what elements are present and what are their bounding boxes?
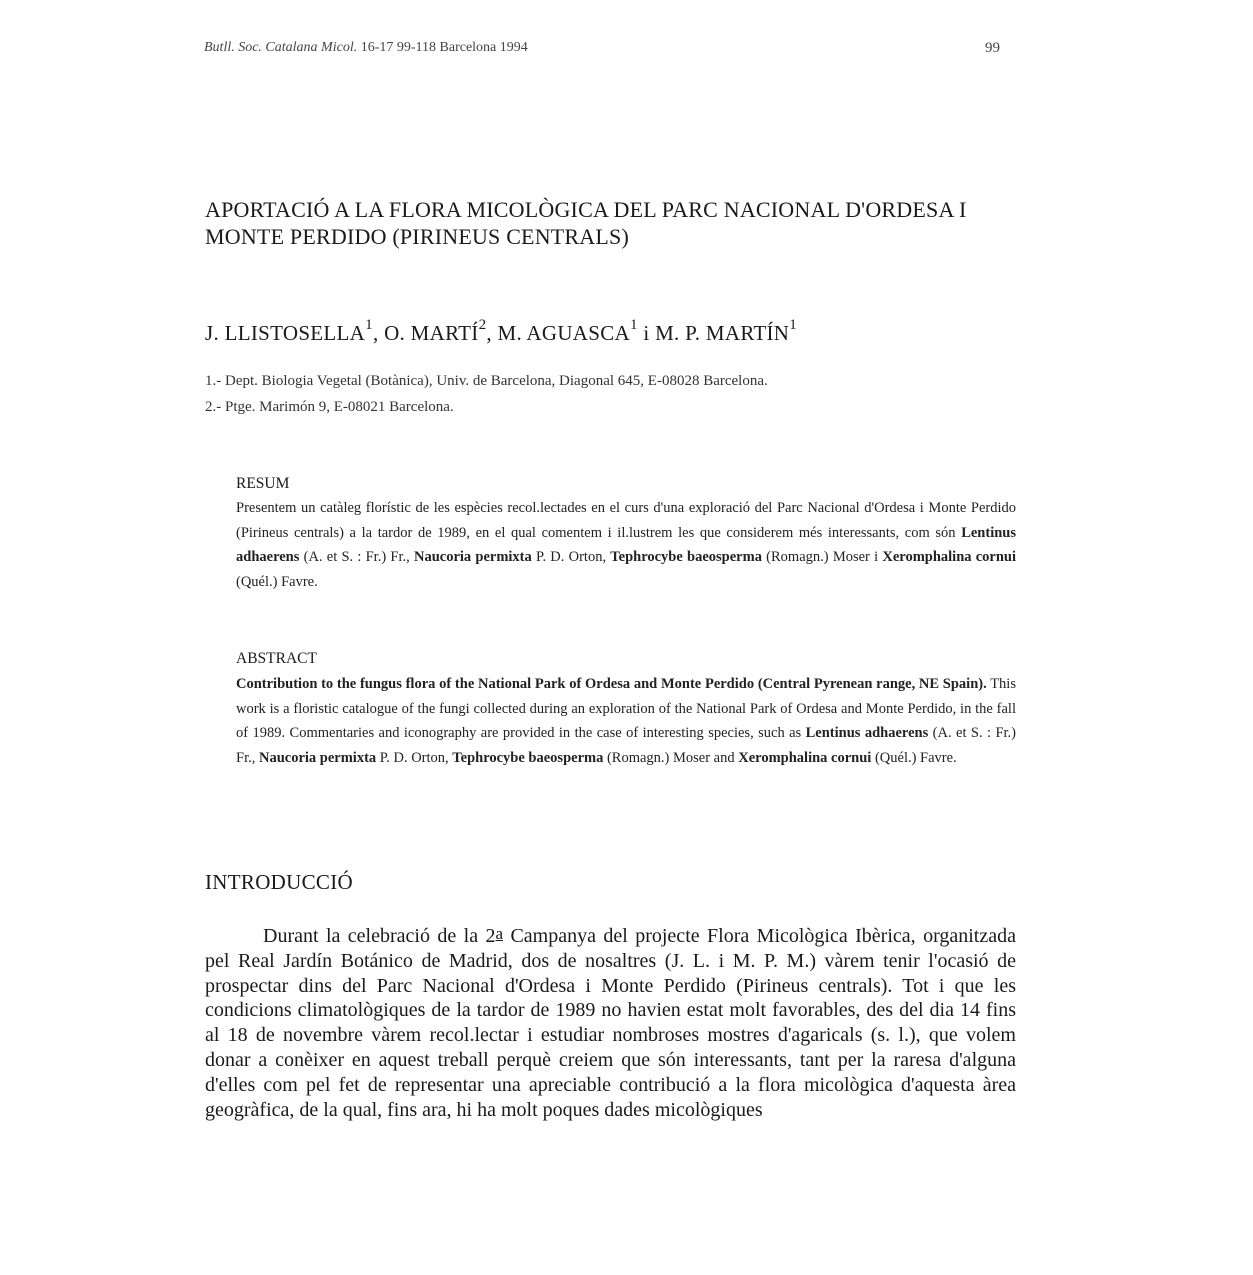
author-separator: , xyxy=(486,321,498,345)
abstract-text-run: P. D. Orton, xyxy=(376,749,453,766)
species-name: Naucoria permixta xyxy=(258,749,377,766)
species-name: Naucoria permixta xyxy=(413,549,532,565)
running-header xyxy=(204,40,528,56)
resum-heading: RESUM xyxy=(236,475,290,492)
page-number: 99 xyxy=(985,40,1000,56)
affiliation-2: 2.- Ptge. Marimón 9, E-08021 Barcelona. xyxy=(205,399,454,415)
resum-paragraph xyxy=(236,496,1016,594)
abstract-text-run: (Romagn.) Moser and xyxy=(603,749,739,766)
resum-text-run: (A. et S. : Fr.) Fr., xyxy=(299,549,414,565)
author-conjunction: i xyxy=(637,321,656,345)
resum-text-run: (Romagn.) Moser i xyxy=(761,549,883,565)
introduction-heading: INTRODUCCIÓ xyxy=(205,870,353,894)
affiliation-1: 1.- Dept. Biologia Vegetal (Botànica), Univ. de Barcelona, Diagonal 645, E-08028 Barcelona. xyxy=(205,373,768,389)
abstract-text-run: (A. et S. : Fr.) Fr., xyxy=(236,725,1017,766)
author-separator: , xyxy=(372,321,385,345)
author-name: M. P. MARTÍN xyxy=(655,321,790,345)
journal-issue-info: 16-17 99-118 Barcelona 1994 xyxy=(360,40,528,55)
species-name: Tephrocybe baeosperma xyxy=(452,749,604,766)
abstract-heading: ABSTRACT xyxy=(236,650,317,667)
ordinal-indicator: a xyxy=(495,924,504,943)
journal-name: Butll. Soc. Catalana Micol. xyxy=(204,40,358,55)
intro-text-run: Durant la celebració de la 2 xyxy=(263,925,496,947)
affiliation-marker: 2 xyxy=(478,317,487,333)
intro-text-run: Campanya del projecte Flora Micològica Ibèrica, organitzada pel Real Jardín Botánico de Madrid, dos de nosaltres (J. L. i M. P. M.) vàrem tenir l'ocasió de prospectar dins del Parc Nacional d'Ordesa i Monte Perdido (Pirineus centrals). Tot i que les condicions climatològiques de la tardor de 1989 no havien estat molt favorables, des del dia 14 fins al 18 de novembre vàrem recol.lectar i estudiar nombroses mostres d'agaricals (s. l.), que volem donar a conèixer en aquest treball perquè creiem que són interessants, tant per la raresa d'alguna d'elles com pel fet de representar una apreciable contribució a la flora micològica d'aquesta àrea geogràfica, de la qual, fins ara, hi ha molt poques dades micològiques xyxy=(205,925,1016,1121)
introduction-paragraph xyxy=(205,922,1016,1122)
abstract-text-run: This work is a floristic catalogue of the fungi collected during an exploration of the National Park of Ordesa and Monte Perdido, in the fall of 1989. Commentaries and iconography are provided in the case of interesting species, such as xyxy=(236,676,1016,741)
affiliation-marker: 1 xyxy=(630,317,638,333)
species-name: Xeromphalina cornui xyxy=(738,749,872,766)
species-name: Tephrocybe baeosperma xyxy=(610,549,762,565)
resum-text-run: P. D. Orton, xyxy=(531,549,611,565)
affiliation-marker: 1 xyxy=(789,317,798,333)
species-name: Lentinus adhaerens xyxy=(236,524,1016,565)
author-name: J. LLISTOSELLA xyxy=(205,321,366,345)
resum-text-run: (Quél.) Favre. xyxy=(236,573,318,590)
author-list xyxy=(205,317,798,346)
species-name: Lentinus adhaerens xyxy=(805,725,929,741)
species-name: Xeromphalina cornui xyxy=(882,549,1017,565)
abstract-english-title: Contribution to the fungus flora of the National Park of Ordesa and Monte Perdido (Central Pyrenean range, NE Spain). xyxy=(236,676,987,692)
affiliation-marker: 1 xyxy=(365,317,373,333)
author-name: O. MARTÍ xyxy=(384,321,479,345)
paper-title: APORTACIÓ A LA FLORA MICOLÒGICA DEL PARC NACIONAL D'ORDESA I MONTE PERDIDO (PIRINEUS CENTRALS) xyxy=(205,197,967,249)
abstract-paragraph xyxy=(236,672,1016,770)
resum-text-run: Presentem un catàleg florístic de les espècies recol.lectades en el curs d'una exploració del Parc Nacional d'Ordesa i Monte Perdido (Pirineus centrals) a la tardor de 1989, en el qual comentem i il.lustrem les que considerem més interessants, com són xyxy=(236,500,1016,541)
author-name: M. AGUASCA xyxy=(497,321,631,345)
abstract-text-run: (Quél.) Favre. xyxy=(871,749,957,766)
